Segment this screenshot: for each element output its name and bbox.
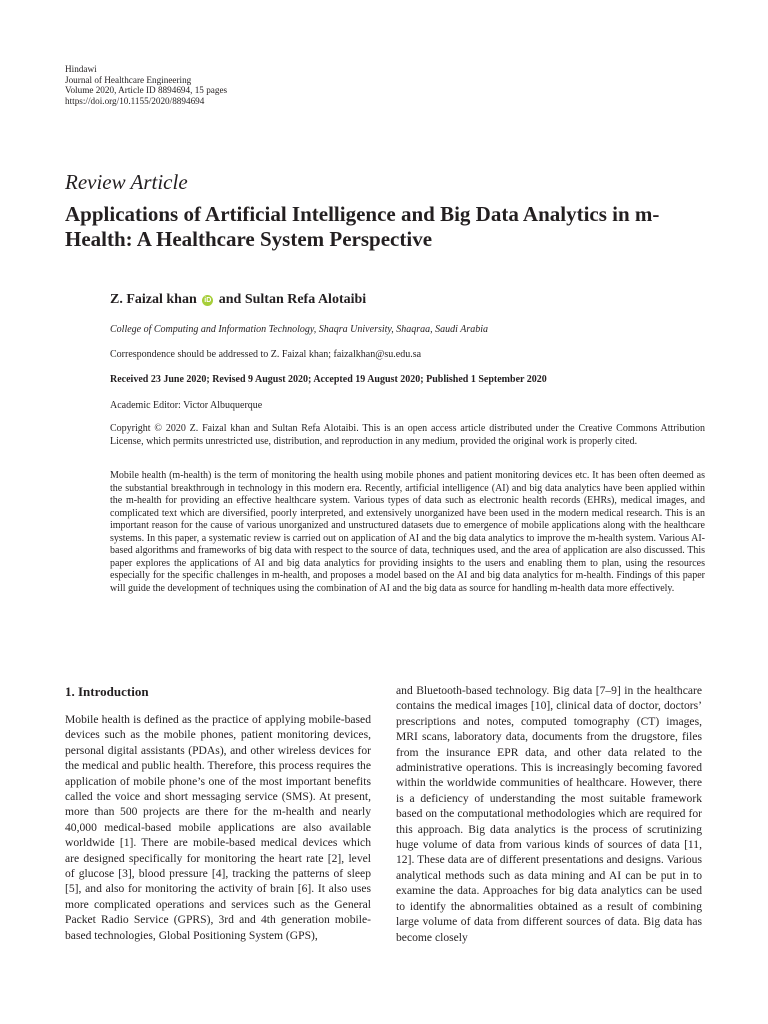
volume-info: Volume 2020, Article ID 8894694, 15 pages xyxy=(65,85,228,96)
author-name[interactable]: Z. Faizal khan xyxy=(110,292,197,307)
copyright-notice: Copyright © 2020 Z. Faizal khan and Sultan Refa Alotaibi. This is an open access article distributed under the Creative Commons Attribution License, which permits unrestricted use, distribution, and reproduction in any medium, provided the original work is properly cited. xyxy=(110,423,705,447)
body-column-right: and Bluetooth-based technology. Big data [7–9] in the healthcare contains the medical images [10], clinical data of doctor, doctors’ prescriptions and notes, computed tomography (CT) images, MRI scans, laboratory data, documents from the drugstore, files from the insurance EPR data, and other data related to the administrative operations. This is increasingly becoming favored within the worldwide communities of healthcare. However, there is a deficiency of understanding the most suitable framework based on the computational methodologies which are required for this approach. Big data analytics is the process of scrutinizing huge volume of data from various kinds of sources of data [11, 12]. These data are of different presentations and designs. Various analytical methods such as data mining and AI can be put in to examine the data. Approaches for big data analytics can be used to identify the abnormalities obtained as a result of combining large volume of data from different sources of data. Big data has become closely xyxy=(396,684,702,944)
author-line xyxy=(110,292,366,308)
author-names-rest: and Sultan Refa Alotaibi xyxy=(218,292,367,307)
orcid-icon[interactable]: iD xyxy=(204,297,212,304)
academic-editor: Academic Editor: Victor Albuquerque xyxy=(110,400,263,411)
affiliation: College of Computing and Information Technology, Shaqra University, Shaqraa, Saudi Arabia xyxy=(110,324,489,335)
journal-header xyxy=(65,64,227,106)
body-column-left: Mobile health is defined as the practice of applying mobile-based devices such as the mobile phones, patient monitoring devices, personal digital assistants (PDAs), and other wireless devices for the medical and public health. Therefore, this process requires the application of mobile phone’s one of the most important benefits called the voice and short messaging service (SMS). At present, more than 500 projects are there for the m-health and nearly 40,000 medical-based mobile applications are also available worldwide [1]. There are mobile-based medical devices which are designed specifically for monitoring the heart rate [2], level of glucose [3], blood pressure [4], tracking the patterns of sleep [5], and also for monitoring the activity of brain [6]. It also uses more complicated operations and services such as the General Packet Radio Service (GPRS), 3rd and 4th generation mobile-based technologies, Global Positioning System (GPS), xyxy=(65,713,371,942)
publication-dates: Received 23 June 2020; Revised 9 August 2020; Accepted 19 August 2020; Published 1 September 2020 xyxy=(110,374,547,385)
doi-link[interactable]: https://doi.org/10.1155/2020/8894694 xyxy=(65,95,205,106)
paper-title: Applications of Artificial Intelligence and Big Data Analytics in m-Health: A Healthcare System Perspective xyxy=(65,202,660,251)
section-heading: 1. Introduction xyxy=(65,684,149,699)
article-type: Review Article xyxy=(65,170,188,194)
journal-name: Journal of Healthcare Engineering xyxy=(65,74,192,85)
abstract: Mobile health (m-health) is the term of monitoring the health using mobile phones and patient monitoring devices etc. It has been often deemed as the substantial breakthrough in technology in this modern era. Recently, artificial intelligence (AI) and big data analytics have been applied within the m-health for providing an effective healthcare system. Various types of data such as electronic health records (EHRs), medical images, and complicated text which are diversified, poorly interpreted, and extensively unorganized have been used in the modern medical research. This is an important reason for the cause of various unorganized and unstructured datasets due to emergence of mobile applications along with the healthcare systems. In this paper, a systematic review is carried out on application of AI and the big data analytics to improve the m-health system. Various AI-based algorithms and frameworks of big data with respect to the source of data, techniques used, and the area of application are also discussed. This paper explores the applications of AI and big data analytics for providing insights to the users and enabling them to plan, using the resources especially for the specific challenges in m-health, and proposes a model based on the AI and big data analytics for m-health. Findings of this paper will guide the development of techniques using the combination of AI and the big data as source for handling m-health data more effectively. xyxy=(110,470,705,594)
publisher-name: Hindawi xyxy=(65,64,97,74)
correspondence: Correspondence should be addressed to Z. Faizal khan; faizalkhan@su.edu.sa xyxy=(110,349,422,360)
